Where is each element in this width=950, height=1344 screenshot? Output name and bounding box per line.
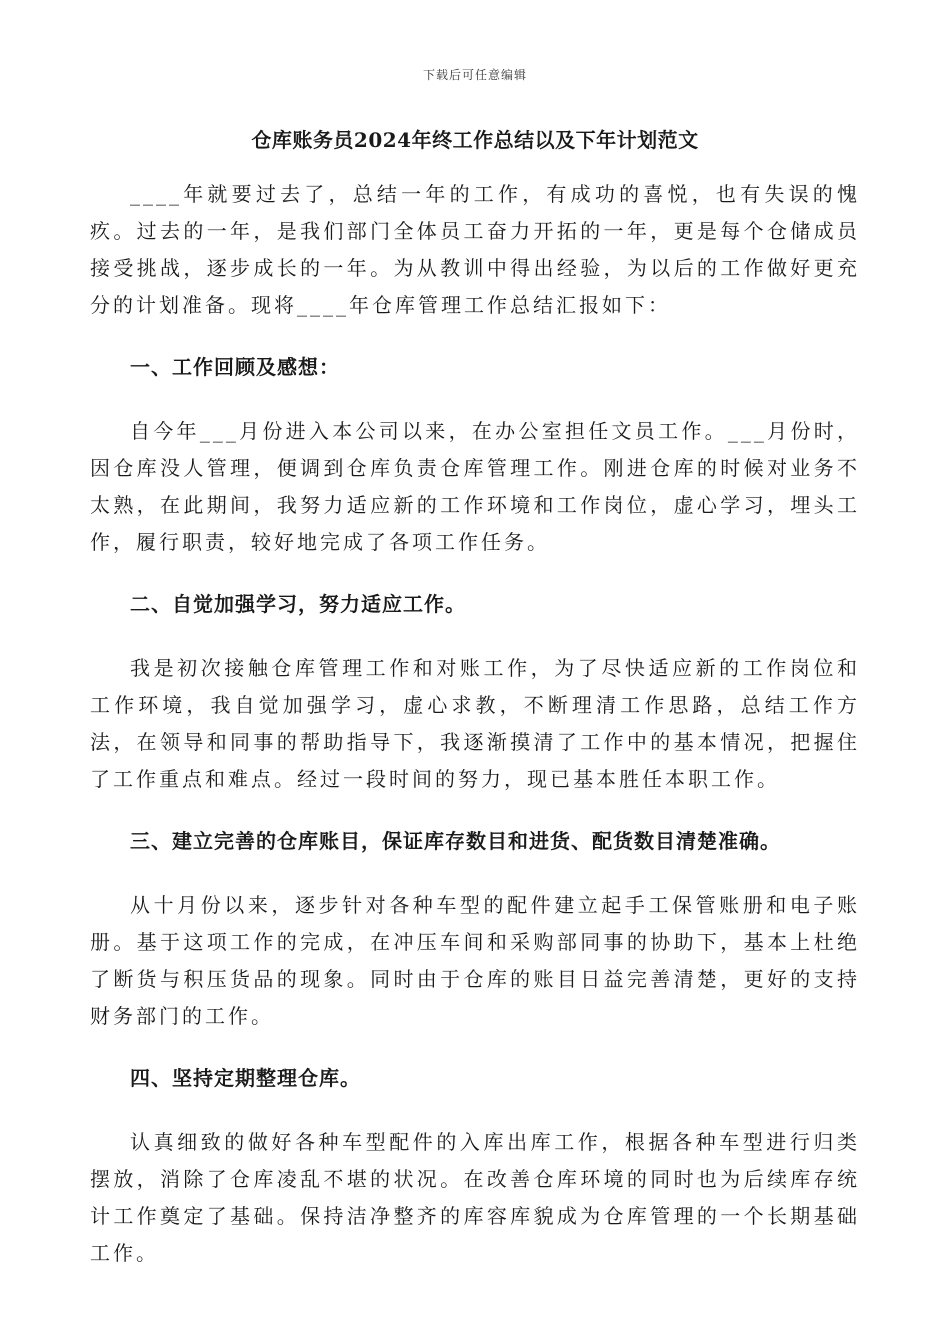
- intro-paragraph: ____年就要过去了，总结一年的工作，有成功的喜悦，也有失误的愧疚。过去的一年，是我们部门全体员工奋力开拓的一年，更是每个仓储成员接受挑战，逐步成长的一年。为从教训中得出经验，为以后的工作做好更充分的计划准备。现将____年仓库管理工作总结汇报如下：: [90, 182, 860, 317]
- section-3-body: 从十月份以来，逐步针对各种车型的配件建立起手工保管账册和电子账册。基于这项工作的完成，在冲压车间和采购部同事的协助下，基本上杜绝了断货与积压货品的现象。同时由于仓库的账目日益完善清楚，更好的支持财务部门的工作。: [90, 893, 860, 1028]
- section-1-heading: 一、工作回顾及感想：: [130, 355, 340, 379]
- section-2-heading: 二、自觉加强学习，努力适应工作。: [130, 592, 466, 616]
- document-body: [90, 176, 860, 1272]
- section-1-body: 自今年___月份进入本公司以来，在办公室担任文员工作。___月份时，因仓库没人管理，便调到仓库负责仓库管理工作。刚进仓库的时候对业务不太熟，在此期间，我努力适应新的工作环境和工作岗位，虚心学习，埋头工作，履行职责，较好地完成了各项工作任务。: [90, 419, 860, 554]
- section-3-heading: 三、建立完善的仓库账目，保证库存数目和进货、配货数目清楚准确。: [130, 829, 781, 853]
- header-note: 下载后可任意编辑: [422, 68, 527, 82]
- section-4-body: 认真细致的做好各种车型配件的入库出库工作，根据各种车型进行归类摆放，消除了仓库凌乱不堪的状况。在改善仓库环境的同时也为后续库存统计工作奠定了基础。保持洁净整齐的库容库貌成为仓库管理的一个长期基础工作。: [90, 1130, 860, 1265]
- section-4-heading: 四、坚持定期整理仓库。: [130, 1066, 361, 1090]
- section-2-body: 我是初次接触仓库管理工作和对账工作，为了尽快适应新的工作岗位和工作环境，我自觉加强学习，虚心求教，不断理清工作思路，总结工作方法，在领导和同事的帮助指导下，我逐渐摸清了工作中的基本情况，把握住了工作重点和难点。经过一段时间的努力，现已基本胜任本职工作。: [90, 656, 860, 791]
- document-title: 仓库账务员2024年终工作总结以及下年计划范文: [251, 128, 699, 152]
